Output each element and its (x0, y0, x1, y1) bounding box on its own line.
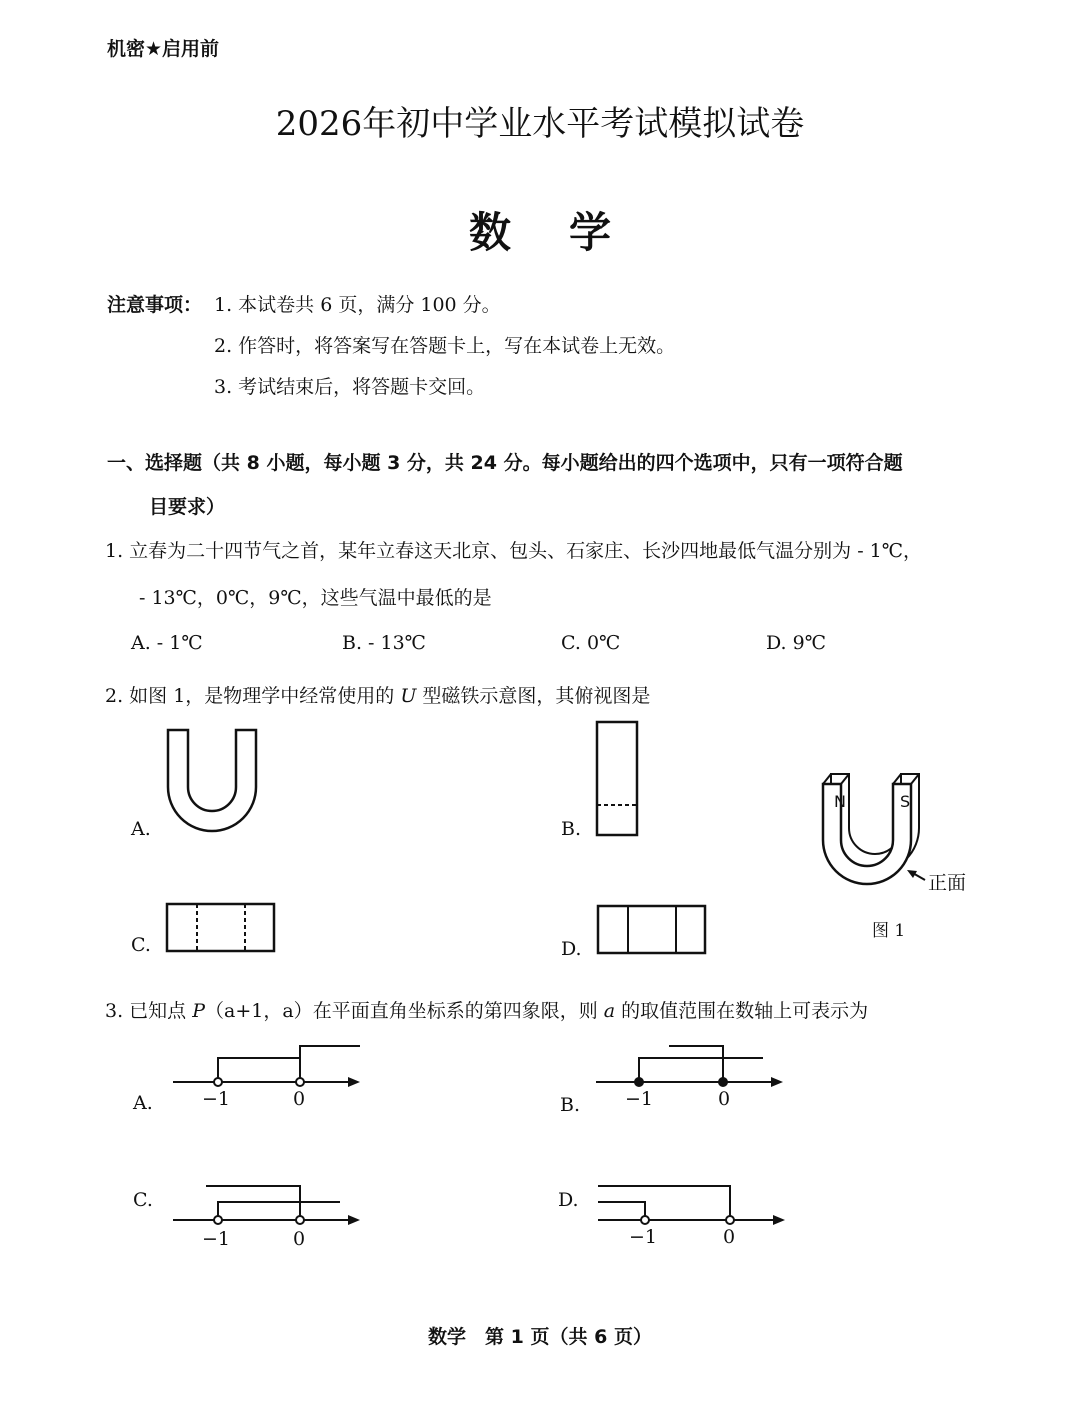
q3-option-a-numberline (170, 1040, 370, 1120)
tick-label: 0 (293, 1088, 306, 1110)
subject-title: 数学 (468, 208, 669, 257)
notice-item: 2. 作答时，将答案写在答题卡上，写在本试卷上无效。 (214, 335, 676, 357)
q1-option-a: A. - 1℃ (131, 632, 203, 654)
tick-label: −1 (629, 1226, 658, 1248)
front-label: 正面 (928, 872, 967, 894)
q2-option-c-letter: C. (131, 934, 151, 956)
q3-option-a-letter: A. (133, 1092, 153, 1114)
q3-var-p: P (192, 1000, 206, 1022)
q3-option-c-numberline (170, 1178, 370, 1238)
q3-option-d-letter: D. (558, 1189, 579, 1211)
q1-option-d: D. 9℃ (766, 632, 826, 654)
q2-text-pre: 2. 如图 1，是物理学中经常使用的 (105, 685, 401, 707)
notice-item: 3. 考试结束后，将答题卡交回。 (214, 376, 486, 398)
notice-label: 注意事项： (107, 294, 203, 316)
tick-label: 0 (293, 1228, 306, 1250)
section-heading-cont: 目要求） (149, 496, 226, 518)
q2-option-a-letter: A. (131, 818, 151, 840)
q2-option-b-figure (595, 720, 645, 840)
question-1-text: 1. 立春为二十四节气之首，某年立春这天北京、包头、石家庄、长沙四地最低气温分别为 - 1℃， (105, 540, 923, 562)
q2-option-c-figure (165, 902, 280, 957)
confidential-mark: 机密★启用前 (107, 38, 220, 60)
tick-label: 0 (723, 1226, 736, 1248)
notice-item: 1. 本试卷共 6 页，满分 100 分。 (214, 294, 501, 316)
exam-title: 2026年初中学业水平考试模拟试卷 (275, 104, 805, 144)
tick-label: 0 (718, 1088, 731, 1110)
tick-label: −1 (625, 1088, 654, 1110)
question-3-text (105, 996, 868, 1023)
magnet-pole-s: S (900, 792, 911, 811)
magnet-pole-n: N (834, 792, 846, 811)
q2-option-d-letter: D. (561, 938, 582, 960)
q3-coords: （a+1，a） (205, 1000, 313, 1022)
q2-text-post: 型磁铁示意图，其俯视图是 (416, 685, 651, 707)
q3-text-pre: 3. 已知点 (105, 1000, 193, 1022)
q3-text-post: 的取值范围在数轴上可表示为 (615, 1000, 869, 1022)
q3-text-mid: 在平面直角坐标系的第四象限，则 (312, 1000, 604, 1022)
q2-option-a-figure (160, 725, 270, 840)
q3-option-b-numberline (593, 1040, 793, 1120)
q3-option-d-numberline (595, 1178, 795, 1238)
q1-option-c: C. 0℃ (561, 632, 621, 654)
q2-var-u: U (400, 685, 417, 707)
q2-option-b-letter: B. (561, 818, 582, 840)
tick-label: −1 (202, 1228, 231, 1250)
q2-option-d-figure (596, 904, 711, 959)
figure-1-caption: 图 1 (872, 921, 906, 941)
question-2-text (105, 681, 650, 708)
page-footer: 数学 第 1 页（共 6 页） (428, 1326, 652, 1348)
section-heading: 一、选择题（共 8 小题，每小题 3 分，共 24 分。每小题给出的四个选项中，只有一项符合题 (107, 452, 903, 474)
q3-var-a: a (603, 1000, 616, 1022)
q3-option-c-letter: C. (133, 1189, 153, 1211)
q3-option-b-letter: B. (560, 1094, 581, 1116)
question-1-text-cont: - 13℃，0℃，9℃，这些气温中最低的是 (139, 587, 492, 609)
q1-option-b: B. - 13℃ (342, 632, 426, 654)
tick-label: −1 (202, 1088, 231, 1110)
